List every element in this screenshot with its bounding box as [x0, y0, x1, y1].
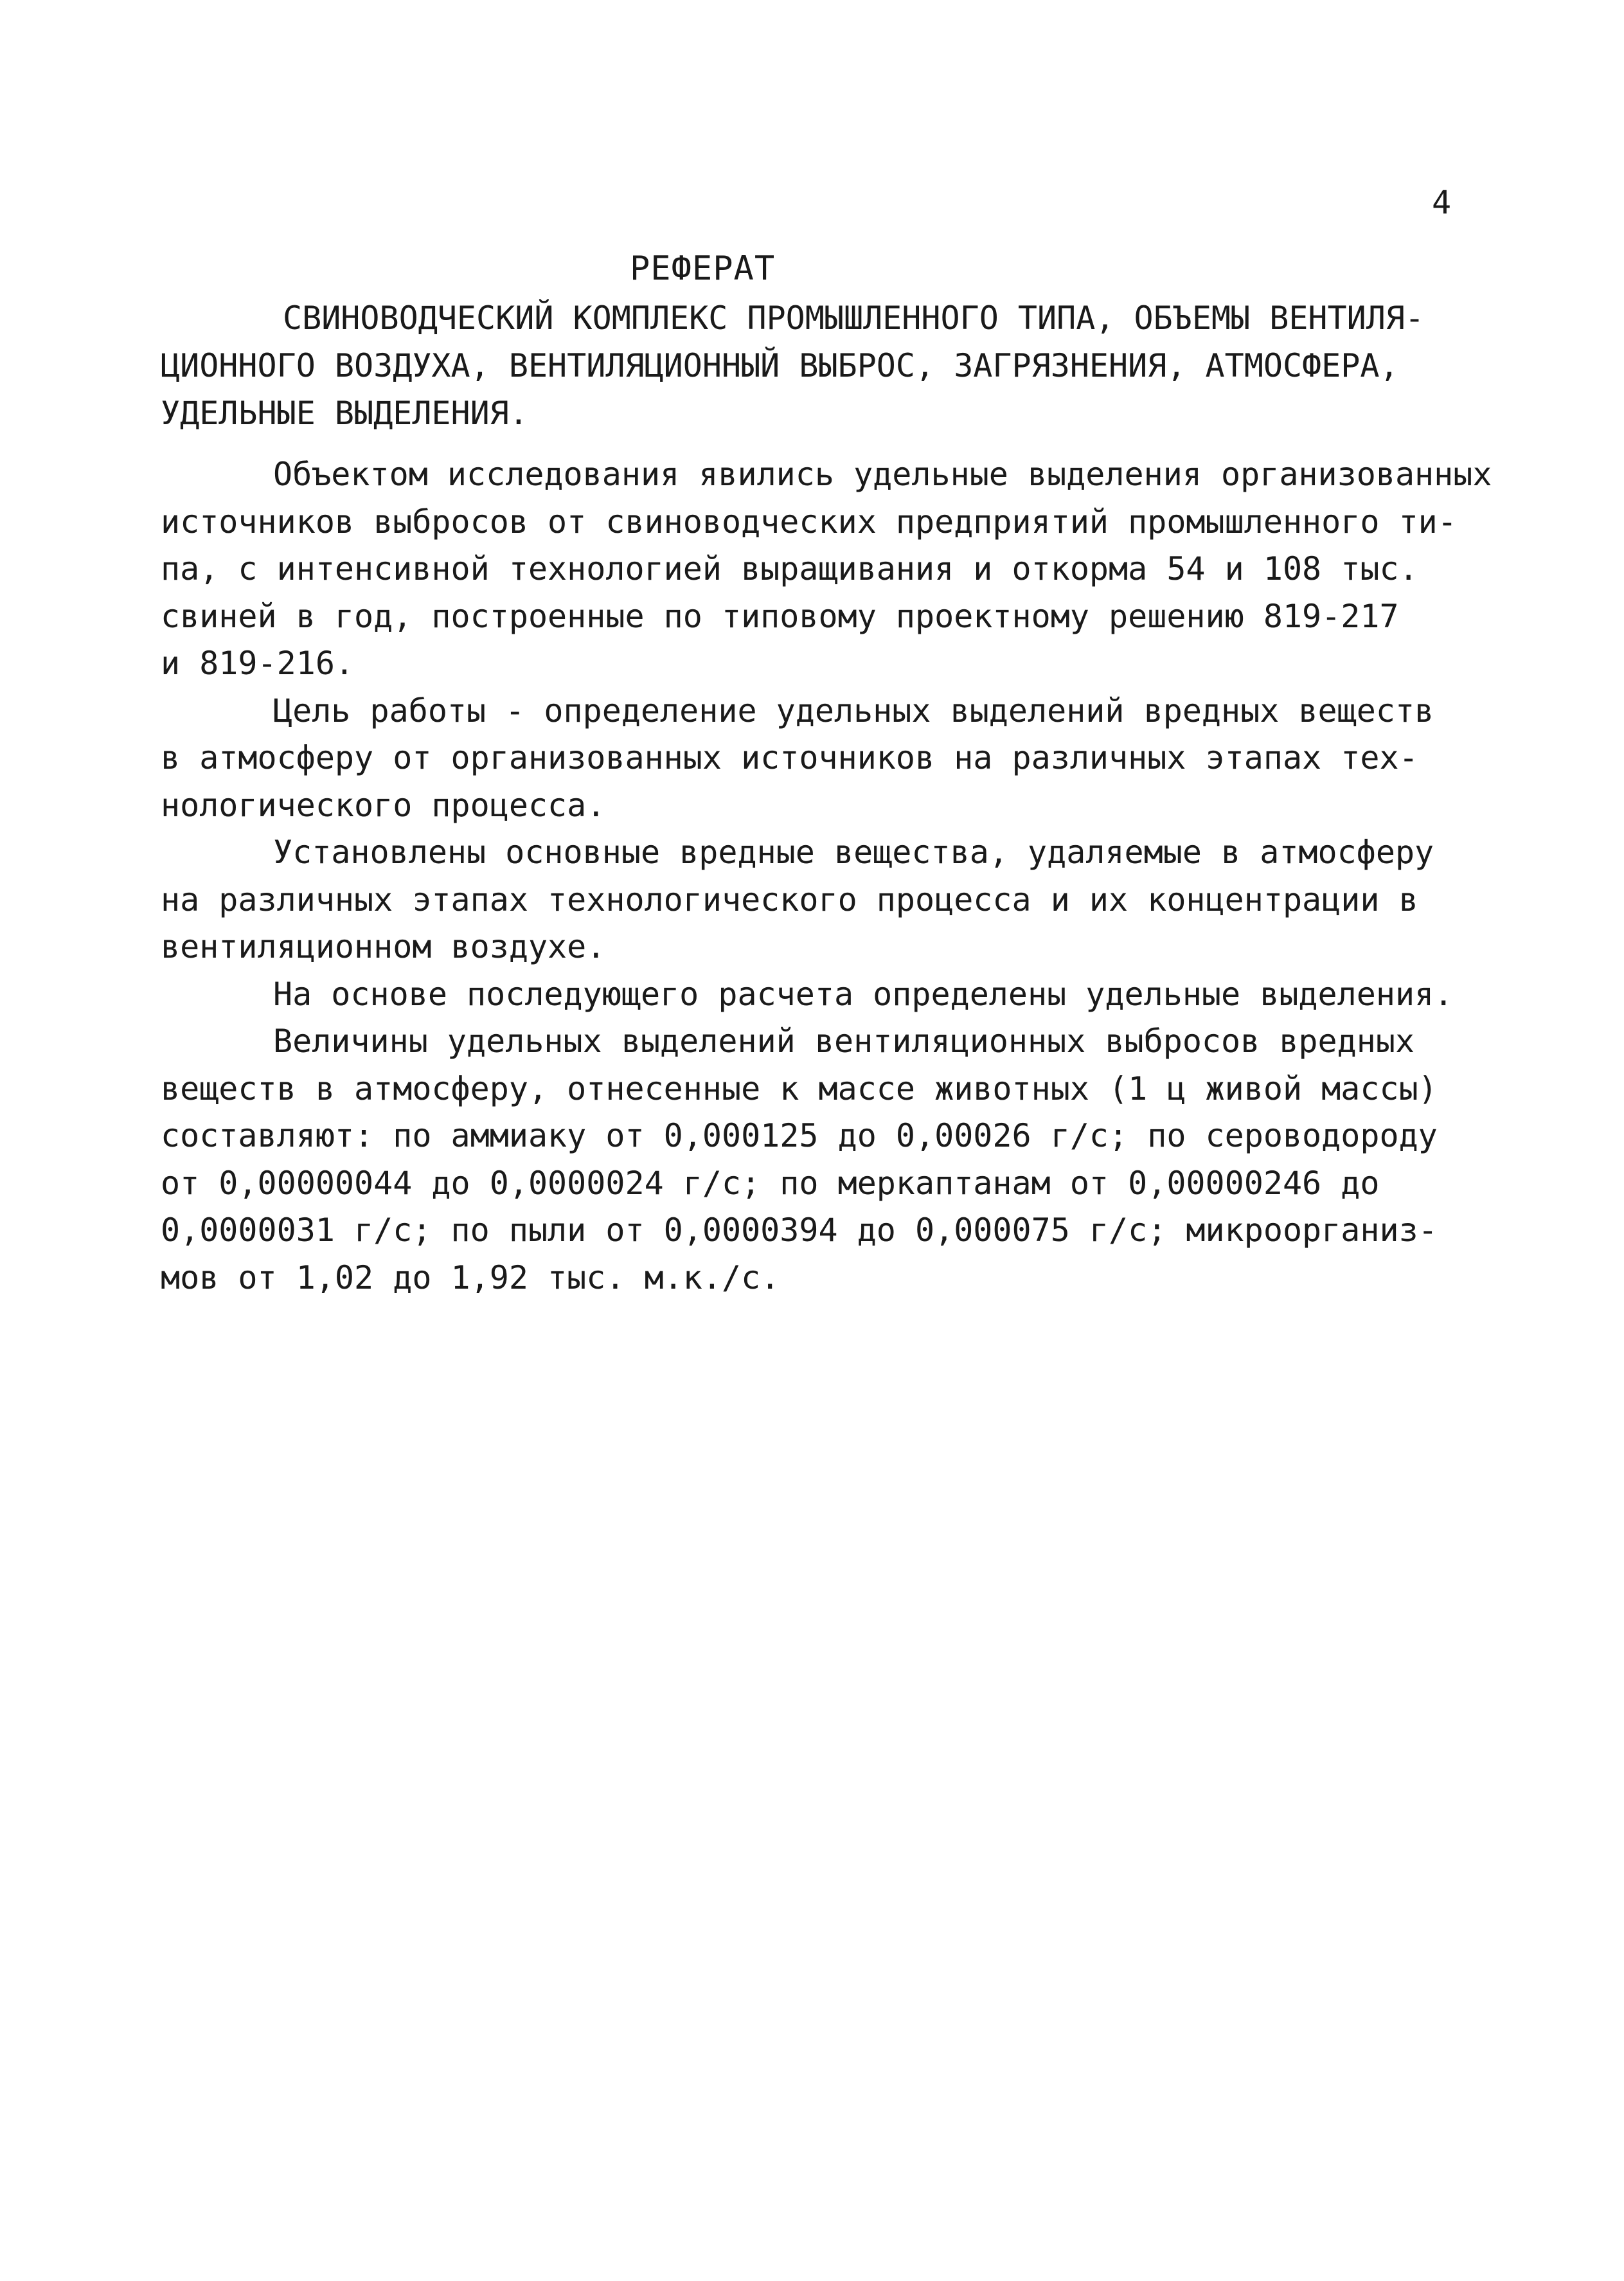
abstract-body — [161, 451, 1542, 1302]
keywords-line: ЦИОННОГО ВОЗДУХА, ВЕНТИЛЯЦИОННЫЙ ВЫБРОС, ЗАГРЯЗНЕНИЯ, АТМОСФЕРА, — [161, 347, 1399, 384]
keywords-block — [161, 294, 1536, 437]
text-line: свиней в год, построенные по типовому проектному решению 819-217 — [161, 597, 1399, 635]
page-number: 4 — [1432, 184, 1452, 221]
text-line: и 819-216. — [161, 645, 355, 682]
paragraph-object — [161, 451, 1542, 688]
text-line: источников выбросов от свиноводческих предприятий промышленного ти- — [161, 503, 1457, 541]
text-line: нологического процесса. — [161, 786, 606, 824]
keywords-line: УДЕЛЬНЫЕ ВЫДЕЛЕНИЯ. — [161, 395, 528, 432]
text-line: составляют: по аммиаку от 0,000125 до 0,00026 г/с; по сероводороду — [161, 1117, 1438, 1154]
abstract-title: РЕФЕРАТ — [630, 249, 776, 288]
paragraph-calculation — [161, 971, 1542, 1019]
text-line: Цель работы - определение удельных выделений вредных веществ — [273, 692, 1434, 729]
text-line: Объектом исследования явились удельные выделения организованных — [273, 456, 1492, 493]
text-line: в атмосферу от организованных источников на различных этапах тех- — [161, 739, 1418, 776]
text-line: Величины удельных выделений вентиляционных выбросов вредных — [273, 1023, 1415, 1060]
text-line: На основе последующего расчета определены удельные выделения. — [273, 975, 1454, 1013]
text-line: мов от 1,02 до 1,92 тыс. м.к./с. — [161, 1258, 780, 1296]
text-line: вентиляционном воздухе. — [161, 928, 606, 965]
text-line: от 0,00000044 до 0,0000024 г/с; по меркаптанам от 0,00000246 до — [161, 1164, 1380, 1202]
paragraph-values — [161, 1018, 1542, 1302]
text-line: па, с интенсивной технологией выращивания и откорма 54 и 108 тыс. — [161, 550, 1418, 587]
text-line: Установлены основные вредные вещества, удаляемые в атмосферу — [273, 834, 1434, 871]
text-line: на различных этапах технологического процесса и их концентрации в — [161, 881, 1418, 918]
paragraph-goal — [161, 688, 1542, 830]
text-line: веществ в атмосферу, отнесенные к массе животных (1 ц живой массы) — [161, 1069, 1438, 1107]
text-line: 0,0000031 г/с; по пыли от 0,0000394 до 0,000075 г/с; микроорганиз- — [161, 1212, 1438, 1249]
keywords-line: СВИНОВОДЧЕСКИЙ КОМПЛЕКС ПРОМЫШЛЕННОГО ТИПА, ОБЪЕМЫ ВЕНТИЛЯ- — [283, 300, 1425, 337]
paragraph-findings — [161, 829, 1542, 971]
